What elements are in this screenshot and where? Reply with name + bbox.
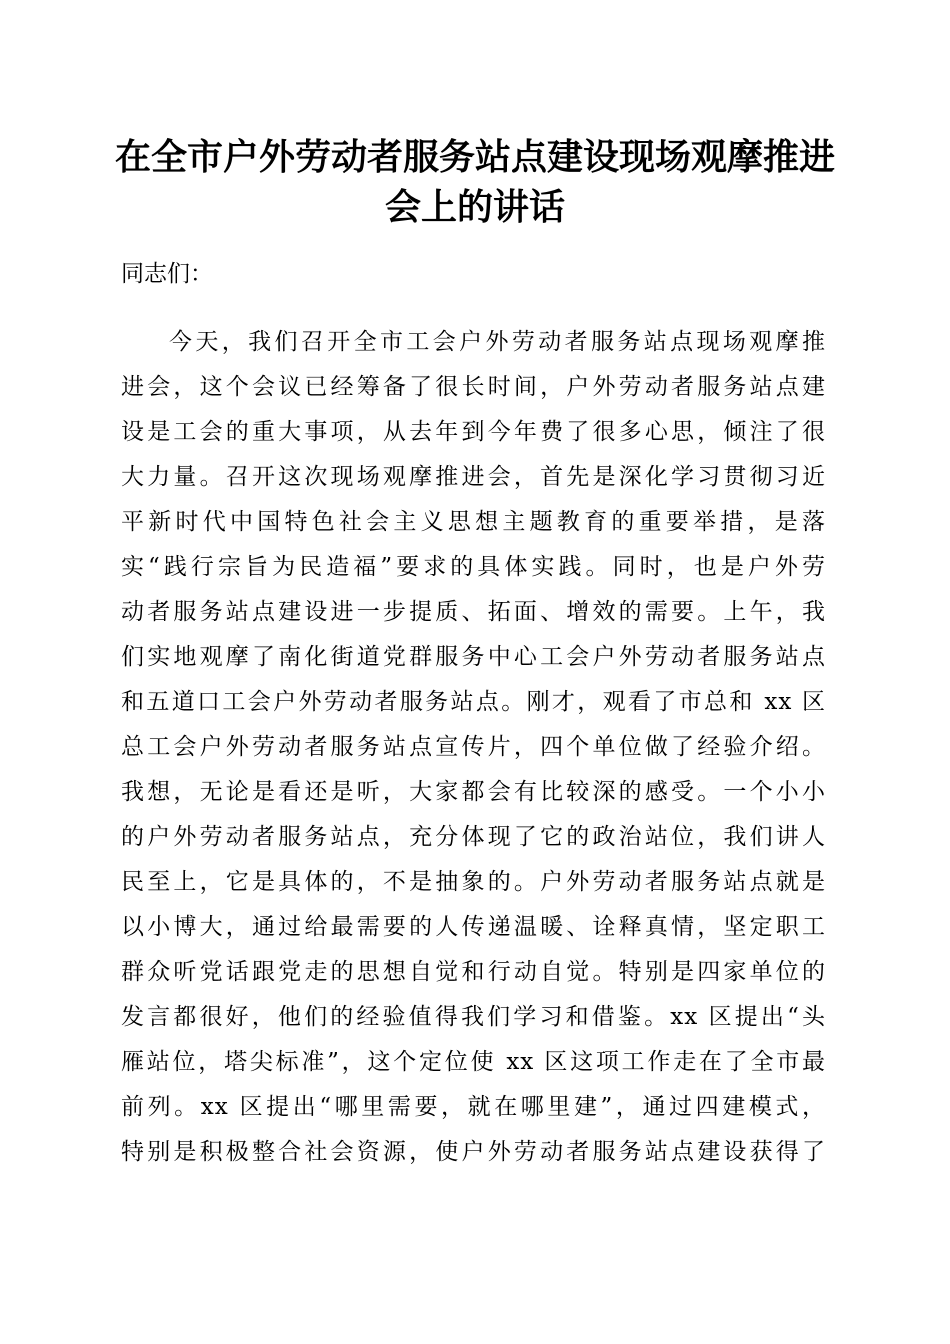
body-line: 进会，这个会议已经筹备了很长时间，户外劳动者服务站点建 [121, 374, 826, 400]
body-paragraph [121, 320, 826, 1175]
title-line-2: 会上的讲话 [384, 186, 565, 228]
body-line: 的户外劳动者服务站点，充分体现了它的政治站位，我们讲人 [121, 824, 826, 850]
document-title [115, 132, 835, 232]
body-line: 雁站位，塔尖标准”，这个定位使 xx 区这项工作走在了全市最 [121, 1049, 826, 1075]
body-line: 平新时代中国特色社会主义思想主题教育的重要举措，是落 [121, 509, 826, 535]
body-line: 们实地观摩了南化街道党群服务中心工会户外劳动者服务站点 [121, 644, 826, 670]
body-line: 我想，无论是看还是听，大家都会有比较深的感受。一个小小 [121, 779, 826, 805]
body-line: 今天，我们召开全市工会户外劳动者服务站点现场观摩推 [169, 329, 826, 355]
body-line: 和五道口工会户外劳动者服务站点。刚才，观看了市总和 xx 区 [121, 689, 826, 715]
body-line: 群众听党话跟党走的思想自觉和行动自觉。特别是四家单位的 [121, 959, 826, 985]
body-line: 以小博大，通过给最需要的人传递温暖、诠释真情，坚定职工 [121, 914, 826, 940]
body-line: 总工会户外劳动者服务站点宣传片，四个单位做了经验介绍。 [121, 734, 826, 760]
body-line: 实“践行宗旨为民造福”要求的具体实践。同时，也是户外劳 [121, 554, 826, 580]
body-line: 前列。xx 区提出“哪里需要，就在哪里建”，通过四建模式， [121, 1094, 826, 1120]
body-line: 特别是积极整合社会资源，使户外劳动者服务站点建设获得了 [121, 1139, 826, 1165]
body-line: 动者服务站点建设进一步提质、拓面、增效的需要。上午，我 [121, 599, 826, 625]
salutation: 同志们： [121, 261, 213, 287]
body-line: 发言都很好，他们的经验值得我们学习和借鉴。xx 区提出“头 [121, 1004, 826, 1030]
body-line: 设是工会的重大事项，从去年到今年费了很多心思，倾注了很 [121, 419, 826, 445]
body-line: 大力量。召开这次现场观摩推进会，首先是深化学习贯彻习近 [121, 464, 826, 490]
body-line: 民至上，它是具体的，不是抽象的。户外劳动者服务站点就是 [121, 869, 826, 895]
title-line-1: 在全市户外劳动者服务站点建设现场观摩推进 [115, 136, 836, 178]
